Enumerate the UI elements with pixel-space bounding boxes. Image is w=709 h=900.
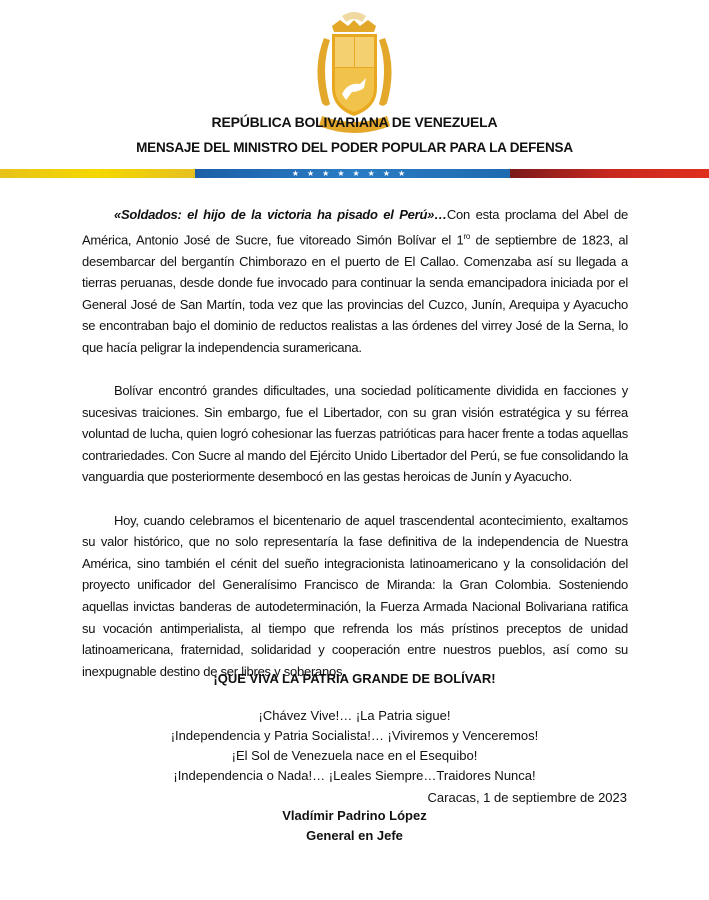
ordinal-suffix: ro [463, 231, 471, 241]
paragraph-text: de septiembre de 1823, al desembarcar del bergantín Chimborazo en el puerto de El Callao. Comenzaba así su llegada a tierras peruanas, desde donde fue invocado para continuar la senda emancipadora iniciada por el General José de San Martín, toda vez que las provincias del Cuzco, Junín, Arequipa y Ayacucho se encontraban bajo el dominio de reductos realistas a las órdenes del virrey José de la Serna, lo que hacía peligrar la independencia suramericana. [82, 231, 628, 355]
paragraph-text: Con esta proclama del Abel de América, Antonio José de Sucre, fue vitoreado Simón Bolívar el 1 [82, 207, 629, 247]
slogans [0, 706, 709, 786]
paragraph-3: Hoy, cuando celebramos el bicentenario de aquel trascendental acontecimiento, exaltamos su valor histórico, que no solo representaría la fase definitiva de la independencia de Nuestra América, sino también el cénit del sueño integracionista latinoamericano y la consolidación del proyecto unificador del Generalísimo Francisco de Miranda: la Gran Colombia. Sosteniendo aquellas invictas banderas de autodeterminación, la Fuerza Armada Nacional Bolivariana ratifica su vocación antimperialista, al tiempo que refrenda los más prístinos preceptos de unidad latinoamericana, fraternidad, solidaridad y cooperación entre nuestros pueblos, así como su inexpugnable destino de ser libres y soberanos. [82, 512, 628, 679]
slogan-line: ¡El Sol de Venezuela nace en el Esequibo! [231, 748, 478, 763]
document-title: REPÚBLICA BOLIVARIANA DE VENEZUELA [211, 114, 498, 130]
document-subtitle: MENSAJE DEL MINISTRO DEL PODER POPULAR PARA LA DEFENSA [136, 140, 573, 155]
signer-rank: General en Jefe [306, 828, 403, 843]
slogan-line: ¡Independencia y Patria Socialista!… ¡Viviremos y Venceremos! [170, 728, 539, 743]
message-body [82, 204, 628, 704]
slogan-line: ¡Independencia o Nada!… ¡Leales Siempre…Traidores Nunca! [173, 768, 536, 783]
place-date: Caracas, 1 de septiembre de 2023 [427, 790, 627, 805]
proclamation-quote: «Soldados: el hijo de la victoria ha pisado el Perú»… [114, 207, 447, 222]
closing-exclamation: ¡QUE VIVA LA PATRIA GRANDE DE BOLÍVAR! [213, 671, 496, 686]
stripe-red [510, 169, 709, 178]
stripe-yellow [0, 169, 195, 178]
stripe-blue-stars: ★★★★★★★★ [195, 169, 510, 178]
paragraph-2: Bolívar encontró grandes dificultades, una sociedad políticamente dividida en facciones y sucesivas traiciones. Sin embargo, fue el Libertador, con su gran visión estratégica y su férrea voluntad de lucha, quien logró cohesionar las fuerzas patrióticas para hacer frente a todas aquellas contrariedades. Con Sucre al mando del Ejército Unido Libertador del Perú, se fue consolidando la vanguardia que posteriormente desembocó en las gestas heroicas de Junín y Ayacucho. [82, 383, 628, 485]
signer-name: Vladímir Padrino López [282, 808, 427, 823]
flag-stripe [0, 169, 709, 178]
signature-block [0, 806, 709, 846]
paragraph-1 [82, 204, 628, 358]
slogan-line: ¡Chávez Vive!… ¡La Patria sigue! [258, 708, 451, 723]
